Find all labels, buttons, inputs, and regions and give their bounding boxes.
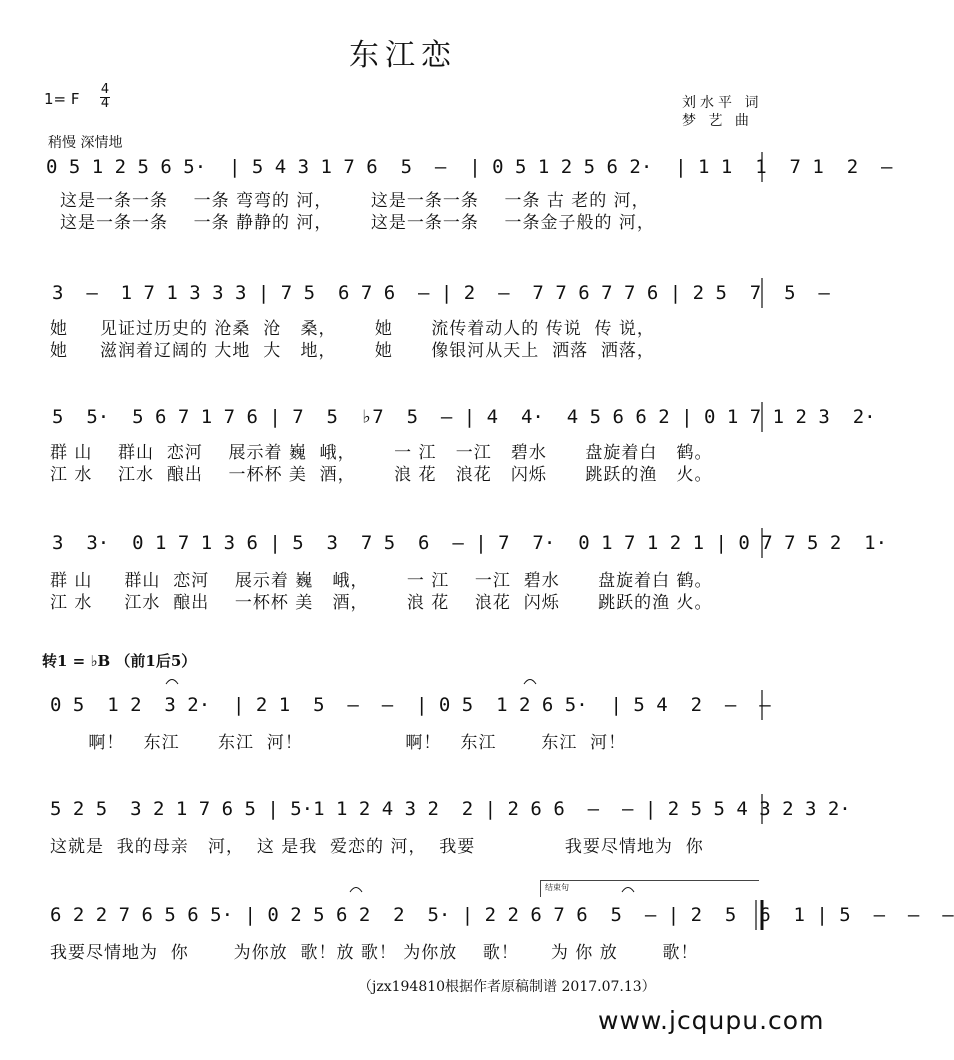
transcription-note: （jzx194810根据作者原稿制谱 2017.07.13） bbox=[358, 979, 656, 995]
lyric-line-1b: 这是一条一条 一条 静静的 河， 这是一条一条 一条金子般的 河， bbox=[60, 213, 655, 233]
fermata-3 bbox=[350, 888, 362, 893]
tempo-marking: 稍慢 深情地 bbox=[48, 135, 123, 151]
fermata-1 bbox=[166, 680, 178, 685]
lyric-line-2a: 她 见证过历史的 沧桑 沧 桑， 她 流传着动人的 传说 传 说， bbox=[50, 319, 655, 339]
notation-line-7: 6 2 2 7 6 5 6 5· | 0 2 5 6 2 2 5· | 2 2 6 7 6 5 — | 2 5 6 1 | 5 — — — bbox=[50, 904, 954, 926]
notation-line-1: 0 5 1 2 5 6 5· | 5 4 3 1 7 6 5 — | 0 5 1 2 5 6 2· | 1 1 1 7 1 2 — bbox=[46, 156, 893, 178]
key-signature: 1= F bbox=[44, 90, 80, 108]
composer-credit: 梦 艺 曲 bbox=[682, 113, 753, 129]
lyric-line-3b: 江 水 江水 酿出 一杯杯 美 酒， 浪 花 浪花 闪烁 跳跃的渔 火。 bbox=[50, 465, 713, 485]
notation-line-6: 5 2 5 3 2 1 7 6 5 | 5·1 1 2 4 3 2 2 | 2 6 6 — — | 2 5 5 4 3 2 3 2· bbox=[50, 798, 851, 820]
fermata-2 bbox=[524, 680, 536, 685]
notation-line-4: 3 3· 0 1 7 1 3 6 | 5 3 7 5 6 — | 7 7· 0 1 7 1 2 1 | 0 7 7 5 2 1· bbox=[52, 532, 888, 554]
lyric-line-5: 啊！ 东江 东江 河！ 啊！ 东江 东江 河！ bbox=[50, 733, 627, 753]
notation-line-3: 5 5· 5 6 7 1 7 6 | 7 5 ♭7 5 — | 4 4· 4 5 6 6 2 | 0 1 7 1 2 3 2· bbox=[52, 406, 876, 428]
lyric-line-2b: 她 滋润着辽阔的 大地 大 地， 她 像银河从天上 洒落 洒落， bbox=[50, 341, 655, 361]
ending-label: 结束句 bbox=[545, 883, 569, 892]
notation-line-2: 3 — 1 7 1 3 3 3 | 7 5 6 7 6 — | 2 — 7 7 6 7 7 6 | 2 5 7 5 — bbox=[52, 282, 830, 304]
time-signature-top: 4 bbox=[100, 82, 110, 97]
barlines bbox=[756, 152, 762, 930]
lyric-line-4a: 群 山 群山 恋河 展示着 巍 峨， 一 江 一江 碧水 盘旋着白 鹤。 bbox=[50, 571, 713, 591]
lyric-line-3a: 群 山 群山 恋河 展示着 巍 峨， 一 江 一江 碧水 盘旋着白 鹤。 bbox=[50, 443, 713, 463]
modulation-marking: 转1 = ♭B （前1后5） bbox=[42, 652, 197, 670]
song-title: 东江恋 bbox=[349, 38, 457, 73]
lyric-line-6: 这就是 我的母亲 河， 这 是我 爱恋的 河， 我要 我要尽情地为 你 bbox=[50, 837, 704, 857]
fermata-4 bbox=[622, 888, 634, 893]
lyricist-credit: 刘水平 词 bbox=[682, 95, 763, 111]
time-signature-bottom: 4 bbox=[100, 96, 110, 111]
lyric-line-1a: 这是一条一条 一条 弯弯的 河， 这是一条一条 一条 古 老的 河， bbox=[60, 191, 650, 211]
fermatas bbox=[166, 680, 634, 893]
site-watermark: www.jcqupu.com bbox=[598, 1006, 825, 1035]
lyric-line-4b: 江 水 江水 酿出 一杯杯 美 酒， 浪 花 浪花 闪烁 跳跃的渔 火。 bbox=[50, 593, 713, 613]
lyric-line-7: 我要尽情地为 你 为你放 歌！放 歌！ 为你放 歌！ 为 你 放 歌！ bbox=[50, 943, 699, 963]
notation-line-5: 0 5 1 2 3 2· | 2 1 5 — — | 0 5 1 2 6 5· | 5 4 2 — — bbox=[50, 694, 771, 716]
